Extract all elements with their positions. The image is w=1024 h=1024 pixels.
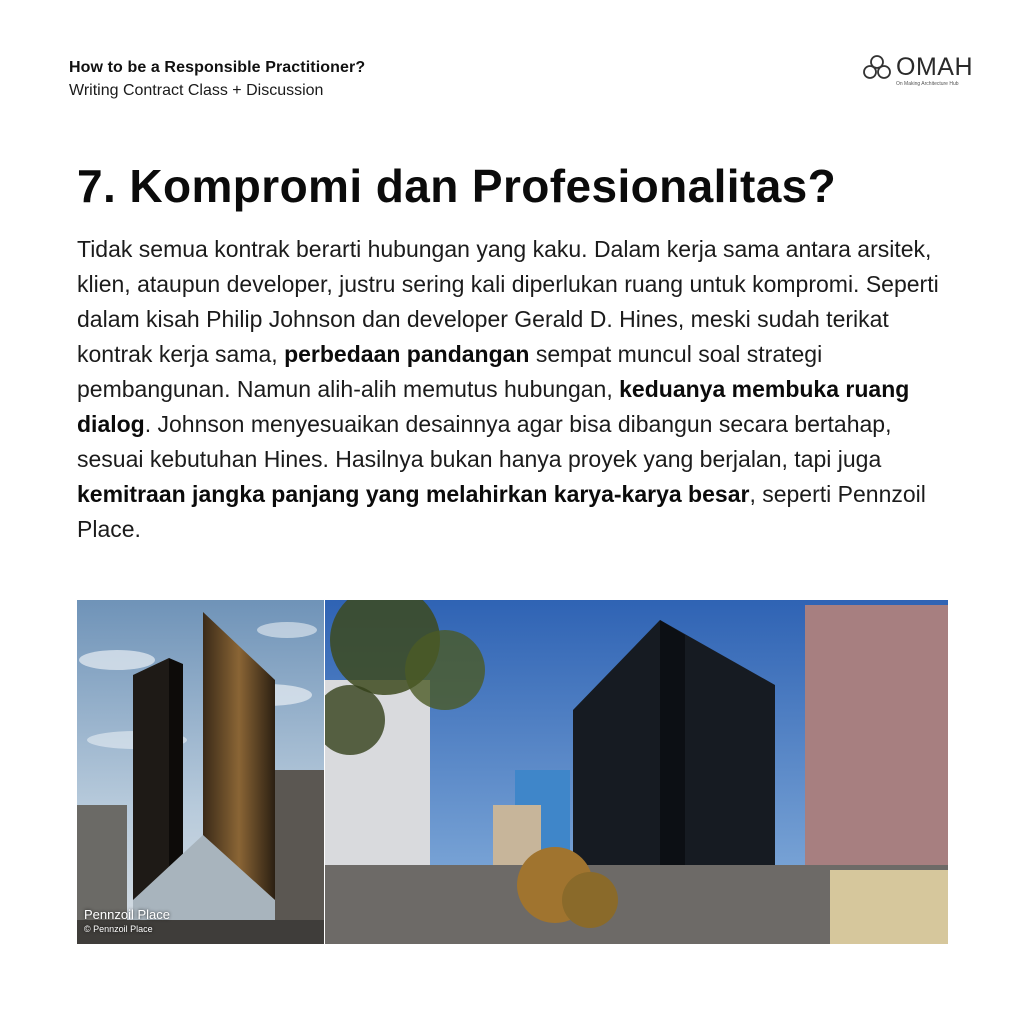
logo-wordmark: OMAH [896, 53, 973, 81]
body-text-segment: sempat muncul soal strategi pembangunan. Namun alih-alih memutus hubungan, [77, 341, 823, 402]
body-text-segment: , seperti Pennzoil Place. [77, 481, 926, 542]
pennzoil-place-photo-left [77, 600, 324, 944]
photo-caption-credit: © Pennzoil Place [84, 924, 153, 934]
header [69, 58, 365, 102]
three-ring-logo-icon [862, 54, 892, 80]
omah-logo [862, 52, 980, 92]
logo-tagline: On Making Architecture Hub [896, 81, 959, 87]
series-title: How to be a Responsible Practitioner? [69, 59, 366, 76]
body-text-segment: Tidak semua kontrak berarti hubungan yang kaku. Dalam kerja sama antara arsitek, klien, ataupun developer, justru sering kali diperlukan ruang untuk kompromi. Seperti dalam kisah Philip Johnson dan developer Gerald D. Hines, meski sudah terikat kontrak kerja sama, [77, 236, 939, 367]
series-subtitle: Writing Contract Class + Discussion [69, 82, 324, 99]
body-paragraph [77, 232, 962, 547]
photo-caption-title: Pennzoil Place [84, 907, 170, 922]
body-emphasis: keduanya membuka ruang dialog [77, 376, 910, 437]
body-text-segment: . Johnson menyesuaikan desainnya agar bisa dibangun secara bertahap, sesuai kebutuhan Hines. Hasilnya bukan hanya proyek yang berjalan, tapi juga [77, 411, 892, 472]
body-emphasis: perbedaan pandangan [284, 341, 530, 367]
page-title: 7. Kompromi dan Profesionalitas? [77, 160, 837, 212]
body-emphasis: kemitraan jangka panjang yang melahirkan karya-karya besar [77, 481, 750, 507]
photo-caption [84, 907, 170, 935]
pennzoil-place-photo-right [325, 600, 948, 944]
